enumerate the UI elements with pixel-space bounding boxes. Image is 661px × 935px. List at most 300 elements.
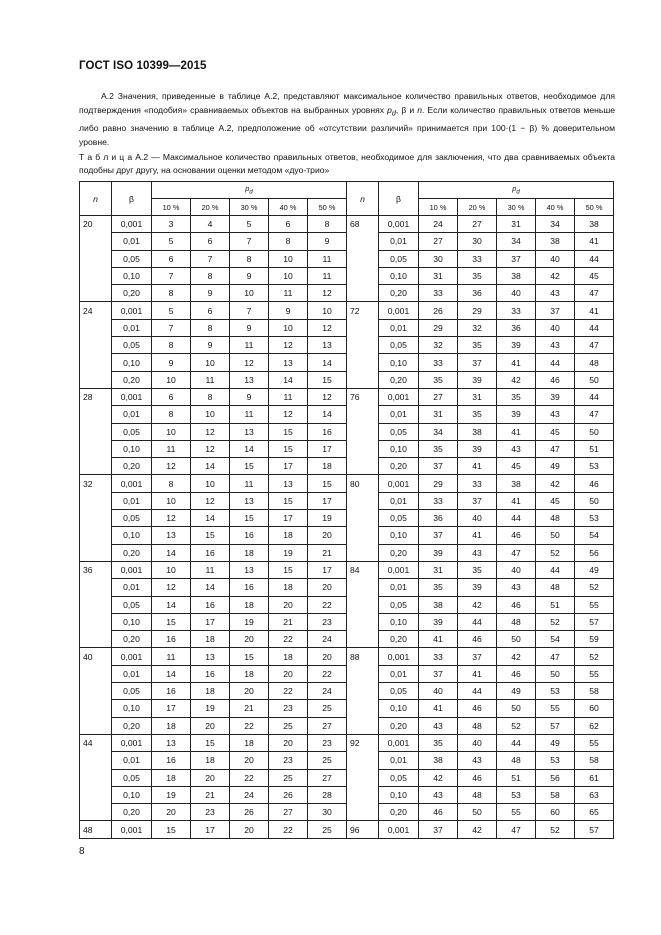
cell-value: 13 bbox=[191, 648, 230, 665]
table-row bbox=[80, 319, 614, 336]
cell-beta: 0,20 bbox=[379, 371, 419, 388]
cell-value: 45 bbox=[536, 492, 575, 509]
cell-value: 46 bbox=[458, 700, 497, 717]
cell-beta: 0,10 bbox=[379, 613, 419, 630]
column-header-pct: 50 % bbox=[308, 199, 347, 216]
cell-beta: 0,01 bbox=[112, 492, 152, 509]
cell-value: 8 bbox=[308, 216, 347, 233]
cell-beta: 0,001 bbox=[112, 388, 152, 405]
cell-value: 13 bbox=[230, 423, 269, 440]
cell-value: 31 bbox=[419, 561, 458, 578]
cell-beta: 0,001 bbox=[112, 561, 152, 578]
cell-n-blank bbox=[347, 786, 379, 803]
cell-value: 33 bbox=[458, 475, 497, 492]
cell-value: 11 bbox=[230, 475, 269, 492]
cell-beta: 0,10 bbox=[379, 354, 419, 371]
cell-beta: 0,01 bbox=[379, 665, 419, 682]
cell-n: 20 bbox=[80, 216, 112, 233]
cell-value: 29 bbox=[419, 475, 458, 492]
cell-value: 11 bbox=[152, 648, 191, 665]
cell-beta: 0,05 bbox=[379, 596, 419, 613]
cell-value: 5 bbox=[230, 216, 269, 233]
cell-value: 49 bbox=[536, 458, 575, 475]
cell-value: 11 bbox=[230, 337, 269, 354]
cell-value: 37 bbox=[536, 302, 575, 319]
table-row bbox=[80, 285, 614, 302]
cell-value: 30 bbox=[419, 250, 458, 267]
cell-value: 27 bbox=[308, 717, 347, 734]
column-header-beta: β bbox=[112, 182, 152, 216]
cell-value: 9 bbox=[191, 285, 230, 302]
cell-value: 42 bbox=[458, 596, 497, 613]
cell-value: 14 bbox=[269, 371, 308, 388]
cell-value: 35 bbox=[419, 734, 458, 751]
cell-beta: 0,01 bbox=[112, 233, 152, 250]
cell-beta: 0,05 bbox=[379, 510, 419, 527]
cell-value: 10 bbox=[269, 267, 308, 284]
cell-value: 25 bbox=[308, 821, 347, 838]
cell-n-blank bbox=[80, 613, 112, 630]
cell-n-blank bbox=[347, 683, 379, 700]
cell-value: 19 bbox=[308, 510, 347, 527]
cell-value: 15 bbox=[152, 821, 191, 838]
cell-value: 53 bbox=[575, 510, 614, 527]
cell-value: 18 bbox=[191, 752, 230, 769]
table-row bbox=[80, 406, 614, 423]
pd-label: p bbox=[512, 184, 517, 194]
cell-value: 22 bbox=[269, 821, 308, 838]
cell-value: 50 bbox=[575, 423, 614, 440]
cell-value: 18 bbox=[152, 769, 191, 786]
table-row bbox=[80, 302, 614, 319]
cell-value: 42 bbox=[497, 648, 536, 665]
cell-n: 72 bbox=[347, 302, 379, 319]
cell-beta: 0,10 bbox=[379, 527, 419, 544]
cell-n-blank bbox=[347, 527, 379, 544]
cell-value: 10 bbox=[230, 285, 269, 302]
cell-value: 27 bbox=[308, 769, 347, 786]
cell-n-blank bbox=[347, 510, 379, 527]
cell-value: 20 bbox=[308, 579, 347, 596]
cell-value: 34 bbox=[497, 233, 536, 250]
cell-n-blank bbox=[347, 250, 379, 267]
cell-value: 50 bbox=[458, 804, 497, 821]
table-row bbox=[80, 821, 614, 838]
cell-value: 43 bbox=[419, 786, 458, 803]
cell-n: 28 bbox=[80, 388, 112, 405]
cell-n-blank bbox=[347, 319, 379, 336]
cell-beta: 0,05 bbox=[112, 683, 152, 700]
cell-value: 15 bbox=[230, 648, 269, 665]
cell-value: 38 bbox=[497, 475, 536, 492]
cell-value: 19 bbox=[269, 544, 308, 561]
cell-value: 58 bbox=[575, 683, 614, 700]
column-header-n: n bbox=[80, 182, 112, 216]
cell-value: 20 bbox=[230, 631, 269, 648]
cell-n-blank bbox=[347, 354, 379, 371]
cell-value: 23 bbox=[269, 700, 308, 717]
column-header-pct: 50 % bbox=[575, 199, 614, 216]
cell-value: 24 bbox=[308, 683, 347, 700]
cell-value: 25 bbox=[269, 717, 308, 734]
cell-value: 14 bbox=[152, 544, 191, 561]
cell-value: 6 bbox=[191, 302, 230, 319]
cell-value: 54 bbox=[575, 527, 614, 544]
cell-value: 9 bbox=[230, 267, 269, 284]
cell-beta: 0,001 bbox=[379, 734, 419, 751]
cell-value: 15 bbox=[269, 440, 308, 457]
cell-value: 20 bbox=[230, 821, 269, 838]
cell-value: 13 bbox=[230, 492, 269, 509]
cell-beta: 0,20 bbox=[112, 804, 152, 821]
cell-value: 25 bbox=[308, 752, 347, 769]
cell-n-blank bbox=[347, 337, 379, 354]
cell-value: 50 bbox=[497, 631, 536, 648]
cell-beta: 0,10 bbox=[112, 700, 152, 717]
cell-beta: 0,10 bbox=[112, 267, 152, 284]
cell-value: 37 bbox=[419, 665, 458, 682]
cell-value: 48 bbox=[575, 354, 614, 371]
cell-beta: 0,20 bbox=[379, 717, 419, 734]
cell-n-blank bbox=[80, 337, 112, 354]
cell-value: 17 bbox=[269, 510, 308, 527]
cell-value: 15 bbox=[191, 527, 230, 544]
cell-value: 7 bbox=[152, 267, 191, 284]
cell-value: 41 bbox=[575, 302, 614, 319]
cell-n-blank bbox=[80, 700, 112, 717]
cell-value: 55 bbox=[575, 665, 614, 682]
cell-value: 26 bbox=[419, 302, 458, 319]
cell-value: 34 bbox=[419, 423, 458, 440]
cell-value: 10 bbox=[308, 302, 347, 319]
cell-value: 62 bbox=[575, 717, 614, 734]
cell-value: 53 bbox=[497, 786, 536, 803]
cell-value: 39 bbox=[458, 371, 497, 388]
cell-value: 16 bbox=[308, 423, 347, 440]
cell-value: 16 bbox=[230, 527, 269, 544]
cell-beta: 0,01 bbox=[379, 233, 419, 250]
cell-value: 10 bbox=[191, 406, 230, 423]
cell-n: 68 bbox=[347, 216, 379, 233]
cell-value: 8 bbox=[191, 267, 230, 284]
cell-value: 59 bbox=[575, 631, 614, 648]
cell-value: 11 bbox=[308, 250, 347, 267]
cell-value: 36 bbox=[458, 285, 497, 302]
cell-n-blank bbox=[80, 510, 112, 527]
table-row bbox=[80, 579, 614, 596]
cell-n-blank bbox=[80, 285, 112, 302]
cell-value: 14 bbox=[308, 406, 347, 423]
cell-beta: 0,10 bbox=[112, 354, 152, 371]
cell-beta: 0,20 bbox=[379, 285, 419, 302]
cell-value: 41 bbox=[497, 492, 536, 509]
cell-value: 60 bbox=[536, 804, 575, 821]
cell-value: 46 bbox=[497, 596, 536, 613]
table-row bbox=[80, 613, 614, 630]
table-row bbox=[80, 665, 614, 682]
cell-value: 6 bbox=[152, 250, 191, 267]
cell-value: 65 bbox=[575, 804, 614, 821]
cell-value: 37 bbox=[458, 492, 497, 509]
cell-beta: 0,01 bbox=[379, 406, 419, 423]
cell-value: 46 bbox=[497, 527, 536, 544]
cell-value: 51 bbox=[536, 596, 575, 613]
cell-value: 12 bbox=[191, 423, 230, 440]
cell-value: 52 bbox=[575, 579, 614, 596]
cell-beta: 0,01 bbox=[112, 319, 152, 336]
cell-beta: 0,10 bbox=[112, 786, 152, 803]
cell-value: 9 bbox=[269, 302, 308, 319]
cell-value: 27 bbox=[269, 804, 308, 821]
cell-value: 18 bbox=[191, 683, 230, 700]
cell-beta: 0,05 bbox=[112, 423, 152, 440]
cell-value: 57 bbox=[575, 821, 614, 838]
cell-beta: 0,01 bbox=[112, 665, 152, 682]
cell-value: 42 bbox=[497, 371, 536, 388]
cell-beta: 0,01 bbox=[112, 752, 152, 769]
cell-value: 39 bbox=[497, 337, 536, 354]
cell-value: 37 bbox=[419, 458, 458, 475]
cell-n: 88 bbox=[347, 648, 379, 665]
cell-value: 8 bbox=[191, 319, 230, 336]
cell-n-blank bbox=[347, 233, 379, 250]
cell-beta: 0,20 bbox=[112, 631, 152, 648]
cell-value: 13 bbox=[269, 475, 308, 492]
cell-value: 19 bbox=[152, 786, 191, 803]
cell-value: 50 bbox=[575, 492, 614, 509]
cell-value: 21 bbox=[191, 786, 230, 803]
cell-n-blank bbox=[80, 440, 112, 457]
cell-n-blank bbox=[347, 752, 379, 769]
cell-value: 44 bbox=[458, 613, 497, 630]
cell-value: 35 bbox=[497, 388, 536, 405]
cell-beta: 0,001 bbox=[379, 561, 419, 578]
cell-beta: 0,05 bbox=[379, 337, 419, 354]
cell-value: 16 bbox=[152, 683, 191, 700]
cell-value: 5 bbox=[152, 233, 191, 250]
cell-value: 8 bbox=[152, 285, 191, 302]
cell-beta: 0,05 bbox=[112, 337, 152, 354]
cell-value: 29 bbox=[419, 319, 458, 336]
cell-value: 20 bbox=[269, 734, 308, 751]
cell-value: 63 bbox=[575, 786, 614, 803]
cell-value: 45 bbox=[536, 423, 575, 440]
cell-n-blank bbox=[347, 492, 379, 509]
cell-value: 8 bbox=[152, 337, 191, 354]
cell-beta: 0,001 bbox=[112, 216, 152, 233]
cell-value: 43 bbox=[536, 285, 575, 302]
cell-value: 43 bbox=[497, 579, 536, 596]
cell-value: 57 bbox=[536, 717, 575, 734]
table-row bbox=[80, 596, 614, 613]
cell-beta: 0,05 bbox=[112, 596, 152, 613]
cell-beta: 0,10 bbox=[112, 440, 152, 457]
cell-n-blank bbox=[347, 700, 379, 717]
cell-value: 46 bbox=[419, 804, 458, 821]
cell-value: 47 bbox=[575, 337, 614, 354]
cell-value: 13 bbox=[230, 371, 269, 388]
cell-beta: 0,10 bbox=[379, 786, 419, 803]
cell-value: 41 bbox=[458, 527, 497, 544]
cell-value: 22 bbox=[308, 665, 347, 682]
table-row bbox=[80, 561, 614, 578]
cell-value: 32 bbox=[419, 337, 458, 354]
cell-value: 41 bbox=[419, 631, 458, 648]
table-row bbox=[80, 492, 614, 509]
cell-value: 22 bbox=[230, 717, 269, 734]
cell-value: 3 bbox=[152, 216, 191, 233]
cell-value: 18 bbox=[230, 665, 269, 682]
cell-n-blank bbox=[80, 406, 112, 423]
cell-value: 46 bbox=[575, 475, 614, 492]
cell-beta: 0,01 bbox=[112, 579, 152, 596]
cell-beta: 0,01 bbox=[112, 406, 152, 423]
cell-value: 53 bbox=[536, 683, 575, 700]
cell-value: 15 bbox=[152, 613, 191, 630]
cell-value: 56 bbox=[536, 769, 575, 786]
cell-value: 21 bbox=[230, 700, 269, 717]
table-row bbox=[80, 804, 614, 821]
cell-value: 9 bbox=[230, 388, 269, 405]
cell-value: 58 bbox=[536, 786, 575, 803]
cell-n-blank bbox=[347, 285, 379, 302]
cell-n: 44 bbox=[80, 734, 112, 751]
column-header-beta: β bbox=[379, 182, 419, 216]
cell-value: 44 bbox=[458, 683, 497, 700]
intro-paragraph: А.2 Значения, приведенные в таблице А.2, представляют максимальное количество правильных ответов, необходимое для подтверждения «подобия» сравниваемых объектов на выбранных уровнях $p_d$, β и n. Если количество правильных ответов меньше либо равно значению в таблице А.2, предположение об «отсутствии различий» принимается при 100·(1 − β) % доверительном уровне. bbox=[79, 91, 615, 147]
cell-value: 31 bbox=[419, 406, 458, 423]
cell-value: 7 bbox=[230, 233, 269, 250]
cell-n: 84 bbox=[347, 561, 379, 578]
cell-value: 13 bbox=[152, 734, 191, 751]
cell-n-blank bbox=[347, 579, 379, 596]
cell-value: 42 bbox=[536, 267, 575, 284]
cell-n-blank bbox=[347, 769, 379, 786]
cell-value: 11 bbox=[191, 561, 230, 578]
cell-value: 60 bbox=[575, 700, 614, 717]
cell-value: 52 bbox=[536, 821, 575, 838]
cell-value: 22 bbox=[230, 769, 269, 786]
cell-value: 18 bbox=[230, 544, 269, 561]
cell-beta: 0,20 bbox=[112, 458, 152, 475]
cell-n: 40 bbox=[80, 648, 112, 665]
cell-value: 8 bbox=[152, 475, 191, 492]
cell-n-blank bbox=[80, 752, 112, 769]
cell-value: 44 bbox=[575, 319, 614, 336]
cell-value: 47 bbox=[536, 440, 575, 457]
cell-value: 21 bbox=[269, 613, 308, 630]
cell-value: 37 bbox=[497, 250, 536, 267]
cell-beta: 0,05 bbox=[379, 683, 419, 700]
cell-value: 19 bbox=[230, 613, 269, 630]
cell-value: 20 bbox=[152, 804, 191, 821]
cell-value: 40 bbox=[497, 285, 536, 302]
cell-value: 39 bbox=[458, 579, 497, 596]
cell-n-blank bbox=[347, 423, 379, 440]
cell-n-blank bbox=[347, 665, 379, 682]
cell-value: 54 bbox=[536, 631, 575, 648]
cell-value: 12 bbox=[191, 492, 230, 509]
cell-value: 35 bbox=[458, 561, 497, 578]
cell-value: 18 bbox=[308, 458, 347, 475]
cell-value: 12 bbox=[308, 285, 347, 302]
cell-value: 61 bbox=[575, 769, 614, 786]
cell-n-blank bbox=[80, 786, 112, 803]
cell-value: 41 bbox=[497, 423, 536, 440]
cell-value: 42 bbox=[536, 475, 575, 492]
cell-beta: 0,20 bbox=[112, 544, 152, 561]
cell-n-blank bbox=[80, 371, 112, 388]
cell-value: 52 bbox=[575, 648, 614, 665]
cell-n-blank bbox=[80, 683, 112, 700]
cell-beta: 0,20 bbox=[112, 371, 152, 388]
cell-value: 49 bbox=[575, 561, 614, 578]
cell-value: 33 bbox=[458, 250, 497, 267]
cell-value: 28 bbox=[308, 786, 347, 803]
cell-beta: 0,001 bbox=[379, 388, 419, 405]
cell-value: 10 bbox=[152, 371, 191, 388]
cell-value: 12 bbox=[230, 354, 269, 371]
cell-beta: 0,20 bbox=[379, 631, 419, 648]
cell-value: 35 bbox=[458, 337, 497, 354]
cell-value: 15 bbox=[269, 492, 308, 509]
cell-value: 11 bbox=[269, 388, 308, 405]
pd-subscript: d bbox=[516, 189, 520, 196]
table-row bbox=[80, 648, 614, 665]
cell-value: 42 bbox=[419, 769, 458, 786]
cell-value: 41 bbox=[575, 233, 614, 250]
cell-value: 48 bbox=[497, 613, 536, 630]
table-row bbox=[80, 267, 614, 284]
cell-n-blank bbox=[347, 267, 379, 284]
cell-value: 33 bbox=[419, 285, 458, 302]
cell-value: 20 bbox=[191, 769, 230, 786]
table-row bbox=[80, 233, 614, 250]
document-header: ГОСТ ISO 10399—2015 bbox=[79, 60, 207, 72]
cell-n-blank bbox=[80, 631, 112, 648]
cell-value: 44 bbox=[536, 354, 575, 371]
cell-value: 11 bbox=[308, 267, 347, 284]
cell-value: 41 bbox=[419, 700, 458, 717]
cell-value: 46 bbox=[458, 631, 497, 648]
table-row bbox=[80, 631, 614, 648]
cell-value: 38 bbox=[419, 752, 458, 769]
cell-value: 42 bbox=[458, 821, 497, 838]
cell-value: 43 bbox=[536, 406, 575, 423]
cell-value: 14 bbox=[191, 510, 230, 527]
cell-beta: 0,001 bbox=[112, 734, 152, 751]
cell-value: 26 bbox=[230, 804, 269, 821]
cell-value: 20 bbox=[269, 596, 308, 613]
cell-value: 55 bbox=[575, 734, 614, 751]
cell-value: 15 bbox=[269, 561, 308, 578]
cell-value: 17 bbox=[308, 561, 347, 578]
cell-value: 12 bbox=[308, 319, 347, 336]
cell-value: 40 bbox=[458, 734, 497, 751]
cell-value: 17 bbox=[308, 492, 347, 509]
cell-n: 92 bbox=[347, 734, 379, 751]
cell-n: 36 bbox=[80, 561, 112, 578]
cell-value: 14 bbox=[152, 596, 191, 613]
cell-value: 12 bbox=[269, 337, 308, 354]
cell-value: 50 bbox=[536, 665, 575, 682]
cell-value: 38 bbox=[575, 216, 614, 233]
cell-value: 12 bbox=[152, 579, 191, 596]
cell-value: 13 bbox=[152, 527, 191, 544]
cell-value: 4 bbox=[191, 216, 230, 233]
cell-value: 31 bbox=[419, 267, 458, 284]
cell-beta: 0,001 bbox=[112, 475, 152, 492]
